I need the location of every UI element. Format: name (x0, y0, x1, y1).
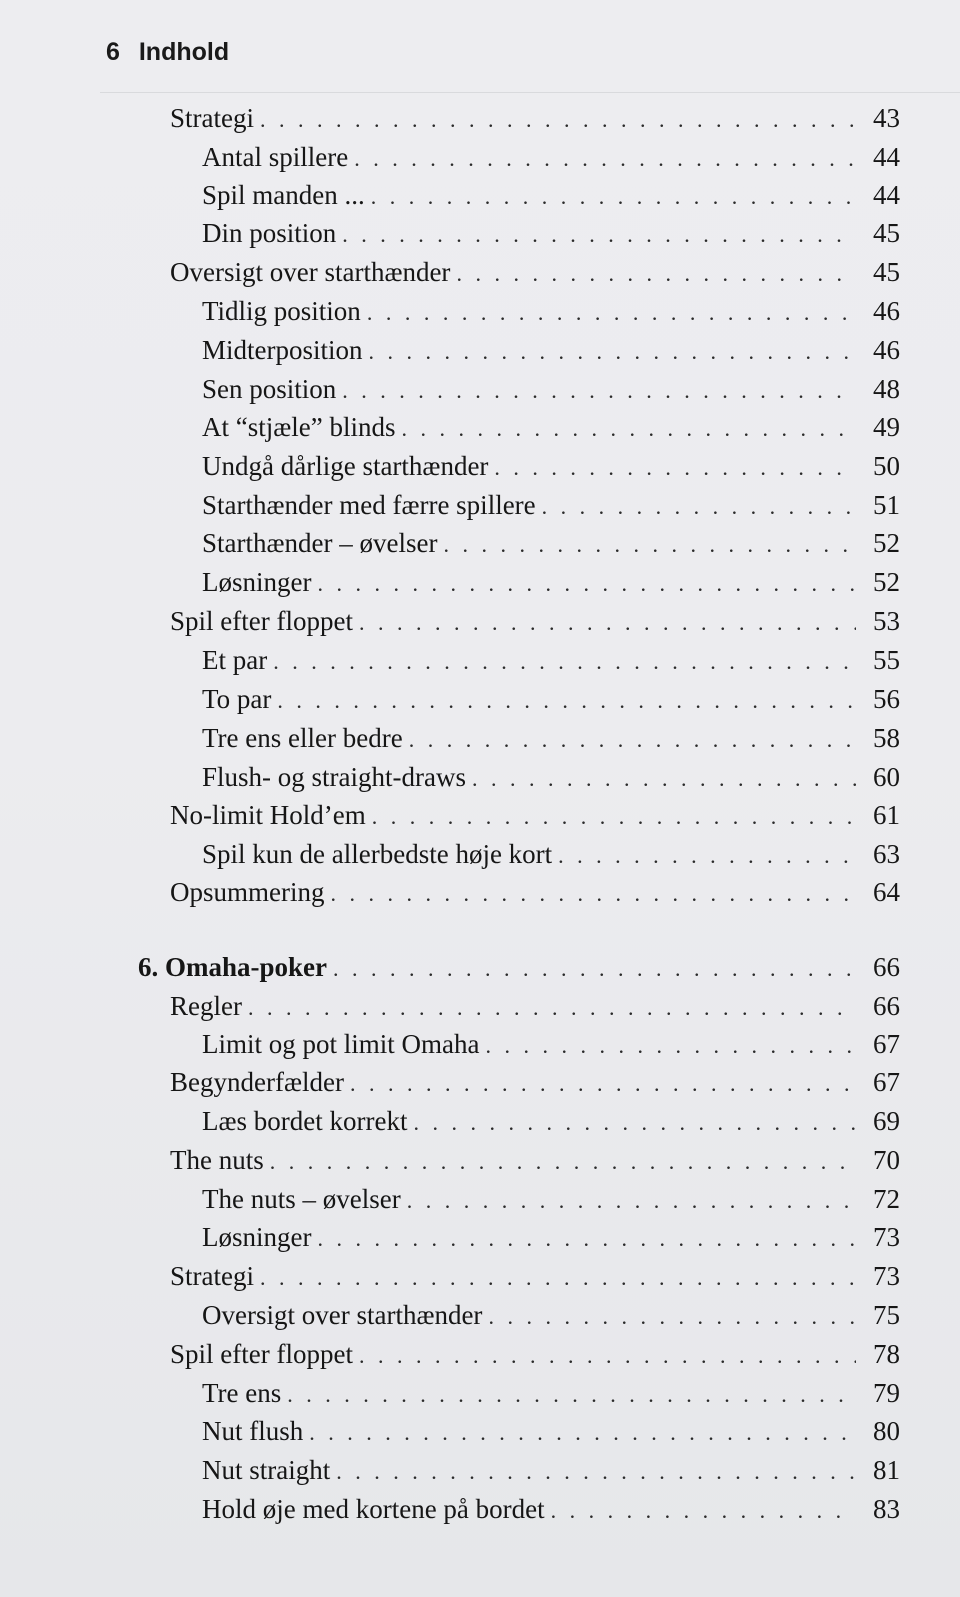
toc-entry-page: 64 (873, 877, 900, 907)
toc-entry-title: Din position (202, 218, 337, 248)
toc-entry (170, 601, 900, 641)
toc-entry-title: Et par (202, 645, 268, 675)
toc-entry-page: 55 (873, 645, 900, 675)
toc-entry-page: 56 (873, 684, 900, 714)
toc-entry (202, 562, 900, 602)
page-number: 6 (106, 38, 120, 66)
dot-leader (333, 949, 856, 989)
toc-entry-page: 48 (873, 374, 900, 404)
toc-entry-page: 70 (873, 1145, 900, 1175)
dot-leader (331, 874, 857, 914)
dot-leader (359, 1336, 856, 1376)
toc-entry (202, 407, 900, 447)
toc-entry-title: Nut straight (202, 1455, 331, 1485)
toc-entry (202, 640, 900, 680)
toc-entry-page: 43 (873, 103, 900, 133)
dot-leader (413, 1103, 856, 1143)
toc-entry-page: 75 (873, 1300, 900, 1330)
dot-leader (494, 448, 856, 488)
toc-entry-title: Tre ens eller bedre (202, 723, 403, 753)
dot-leader (350, 1064, 856, 1104)
dot-leader (342, 371, 856, 411)
toc-entry-page: 73 (873, 1261, 900, 1291)
toc-entry-page: 63 (873, 839, 900, 869)
toc-entry-page: 80 (873, 1416, 900, 1446)
dot-leader (551, 1491, 856, 1531)
toc-entry (202, 1489, 900, 1529)
dot-leader (542, 487, 856, 527)
toc-entry (202, 446, 900, 486)
toc-entry-page: 51 (873, 490, 900, 520)
toc-entry (170, 98, 900, 138)
toc-entry (170, 795, 900, 835)
toc-entry-page: 46 (873, 296, 900, 326)
toc-entry (202, 1450, 900, 1490)
toc-entry-page: 61 (873, 800, 900, 830)
page-title: Indhold (138, 38, 230, 66)
dot-leader (342, 215, 856, 255)
toc-entry (202, 718, 900, 758)
toc-chapter (138, 947, 900, 987)
dot-leader (485, 1026, 856, 1066)
toc-entry (202, 1024, 900, 1064)
toc-entry-page: 53 (873, 606, 900, 636)
toc-entry-page: 60 (873, 762, 900, 792)
toc-entry-page: 67 (873, 1067, 900, 1097)
toc-entry-title: Regler (170, 991, 242, 1021)
toc-entry (202, 175, 900, 215)
toc-entry (170, 252, 900, 292)
toc-entry-title: Hold øje med kortene på bordet (202, 1494, 545, 1524)
toc-entry-page: 66 (873, 952, 900, 982)
dot-leader (277, 681, 856, 721)
dot-leader (372, 797, 856, 837)
toc-entry (202, 330, 900, 370)
toc-entry (170, 1062, 900, 1102)
dot-leader (472, 759, 856, 799)
toc-entry (170, 872, 900, 912)
toc-entry (202, 1179, 900, 1219)
toc-entry-title: Strategi (170, 103, 254, 133)
toc-entry-title: Oversigt over starthænder (202, 1300, 483, 1330)
toc-entry-title: Antal spillere (202, 142, 349, 172)
toc-entry-page: 45 (873, 257, 900, 287)
toc-entry-page: 83 (873, 1494, 900, 1524)
dot-leader (354, 139, 856, 179)
toc-entry-title: Oversigt over starthænder (170, 257, 451, 287)
dot-leader (260, 1258, 856, 1298)
dot-leader (317, 1219, 856, 1259)
toc-entry-page: 49 (873, 412, 900, 442)
dot-leader (456, 254, 856, 294)
toc-entry-title: Spil efter floppet (170, 606, 353, 636)
toc-entry-title: Løsninger (202, 1222, 312, 1252)
toc-entry-page: 69 (873, 1106, 900, 1136)
toc-entry (202, 523, 900, 563)
dot-leader (260, 100, 856, 140)
toc-entry-page: 52 (873, 567, 900, 597)
toc-entry-title: At “stjæle” blinds (202, 412, 396, 442)
toc-entry-title: Flush- og straight-draws (202, 762, 466, 792)
toc-entry-title: To par (202, 684, 272, 714)
toc-entry-title: Midterposition (202, 335, 363, 365)
toc-entry-page: 58 (873, 723, 900, 753)
dot-leader (369, 332, 857, 372)
dot-leader (443, 525, 856, 565)
dot-leader (273, 642, 856, 682)
toc-entry (202, 1217, 900, 1257)
toc-entry-page: 66 (873, 991, 900, 1021)
dot-leader (401, 409, 856, 449)
toc-entry-page: 45 (873, 218, 900, 248)
toc-entry (202, 485, 900, 525)
toc-entry-title: Sen position (202, 374, 337, 404)
toc-entry (202, 834, 900, 874)
toc-entry (202, 291, 900, 331)
toc-entry (170, 1334, 900, 1374)
toc-entry-title: Nut flush (202, 1416, 304, 1446)
toc-entry-title: The nuts (170, 1145, 264, 1175)
toc-entry-title: Starthænder med færre spillere (202, 490, 536, 520)
toc-entry-title: Tidlig position (202, 296, 361, 326)
toc-entry-title: Undgå dårlige starthænder (202, 451, 489, 481)
dot-leader (407, 1181, 856, 1221)
toc-entry (170, 1256, 900, 1296)
toc-entry-title: No-limit Hold’em (170, 800, 366, 830)
page-header (106, 38, 229, 67)
toc-entry (202, 1411, 900, 1451)
toc-entry-title: Opsummering (170, 877, 325, 907)
toc-entry (202, 1101, 900, 1141)
toc-entry-title: The nuts – øvelser (202, 1184, 401, 1214)
toc-entry-title: Tre ens (202, 1378, 282, 1408)
dot-leader (248, 988, 856, 1028)
toc-entry-title: Spil manden ... (202, 180, 365, 210)
toc-entry-title: Begynderfælder (170, 1067, 344, 1097)
toc-entry (170, 1140, 900, 1180)
toc-entry-page: 67 (873, 1029, 900, 1059)
toc-entry-page: 81 (873, 1455, 900, 1485)
dot-leader (287, 1375, 856, 1415)
dot-leader (317, 564, 856, 604)
toc-entry-title: Læs bordet korrekt (202, 1106, 408, 1136)
toc-entry (202, 213, 900, 253)
toc-entry-page: 78 (873, 1339, 900, 1369)
dot-leader (558, 836, 856, 876)
toc-entry-title: Strategi (170, 1261, 254, 1291)
toc-entry-page: 50 (873, 451, 900, 481)
toc-entry (202, 1295, 900, 1335)
toc-entry-title: Limit og pot limit Omaha (202, 1029, 480, 1059)
toc-entry (170, 986, 900, 1026)
toc-entry (202, 679, 900, 719)
header-rule (100, 92, 960, 93)
toc-entry-page: 44 (873, 180, 900, 210)
dot-leader (409, 720, 856, 760)
dot-leader (367, 293, 856, 333)
toc-entry-page: 44 (873, 142, 900, 172)
toc-entry (202, 1373, 900, 1413)
toc-entry-title: Spil kun de allerbedste høje kort (202, 839, 553, 869)
toc-entry (202, 369, 900, 409)
dot-leader (488, 1297, 856, 1337)
toc-entry (202, 137, 900, 177)
dot-leader (309, 1413, 856, 1453)
toc-entry-page: 73 (873, 1222, 900, 1252)
toc-entry-page: 79 (873, 1378, 900, 1408)
dot-leader (371, 177, 856, 217)
toc-entry-page: 46 (873, 335, 900, 365)
toc-entry-page: 72 (873, 1184, 900, 1214)
toc-entry-title: Løsninger (202, 567, 312, 597)
dot-leader (359, 603, 856, 643)
dot-leader (336, 1452, 856, 1492)
toc-entry-title: Starthænder – øvelser (202, 528, 438, 558)
toc-entry-title: 6. Omaha-poker (138, 952, 327, 982)
toc-entry-title: Spil efter floppet (170, 1339, 353, 1369)
toc-entry-page: 52 (873, 528, 900, 558)
dot-leader (270, 1142, 856, 1182)
toc-entry (202, 757, 900, 797)
